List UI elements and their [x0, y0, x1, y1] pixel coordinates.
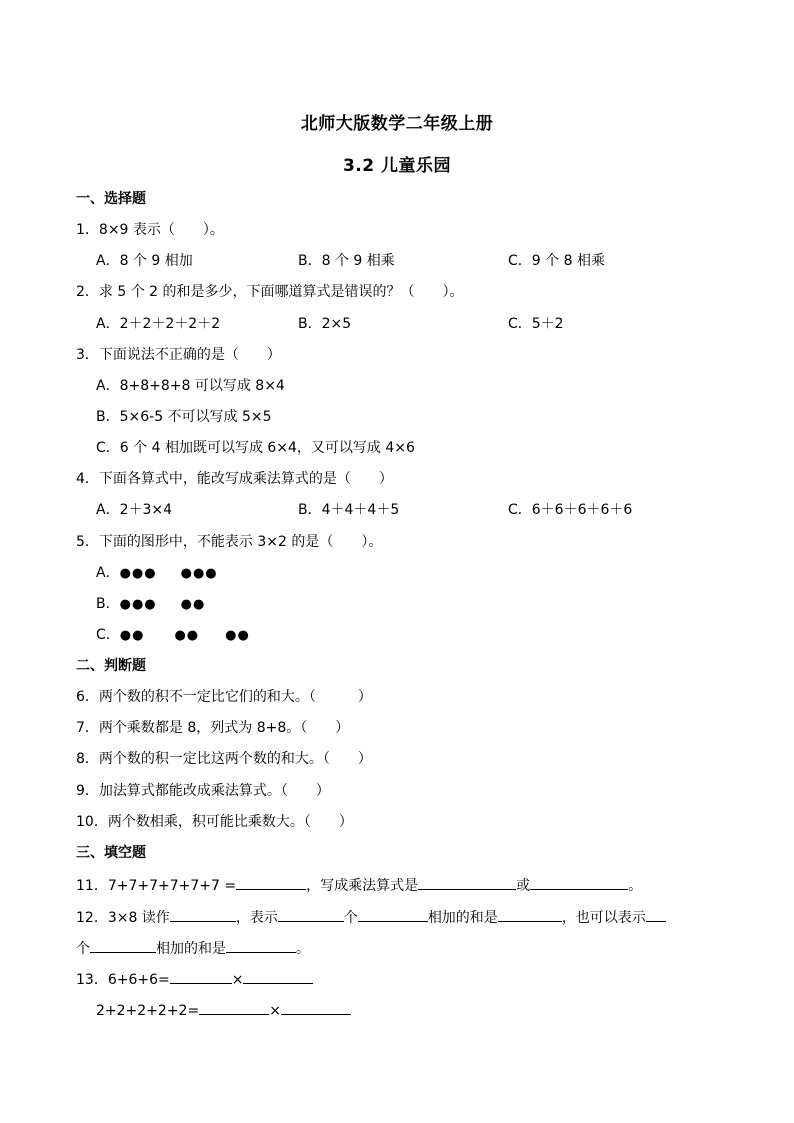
- answer-blank[interactable]: [646, 907, 666, 922]
- question-5-option-b: [96, 595, 205, 614]
- question-8: 8．两个数的积一定比这两个数的和大。（ ）: [76, 751, 372, 767]
- question-13-line-1: [76, 969, 313, 989]
- question-6: 6．两个数的积不一定比它们的和大。（ ）: [76, 689, 372, 705]
- question-12-text-h: 。: [296, 941, 310, 957]
- question-12-text-g: 相加的和是: [156, 941, 226, 957]
- document-title: 北师大版数学二年级上册: [300, 114, 494, 134]
- question-3-option-c: C．6 个 4 相加既可以写成 6×4，又可以写成 4×6: [96, 440, 415, 456]
- answer-blank[interactable]: [170, 907, 236, 922]
- question-7: 7．两个乘数都是 8，列式为 8+8。（ ）: [76, 720, 350, 736]
- question-2-option-c: C．5＋2: [508, 316, 564, 332]
- question-11-text-a: 11．7+7+7+7+7+7 =: [76, 878, 237, 894]
- question-12-line-2: [76, 938, 310, 958]
- question-11-text-c: 或: [516, 878, 531, 894]
- question-3-stem: 3．下面说法不正确的是（ ）: [76, 347, 281, 363]
- question-12-text-d: 相加的和是: [427, 910, 498, 926]
- question-12-line-1: [76, 907, 666, 927]
- document-subtitle: 3.2 儿童乐园: [342, 156, 452, 176]
- question-12-text-f: 个: [76, 941, 90, 957]
- section-heading-choice: 一、选择题: [76, 191, 146, 207]
- question-1-stem: 1．8×9 表示（ ）。: [76, 222, 224, 238]
- question-13-text-b: 2+2+2+2+2=: [96, 1003, 200, 1019]
- question-12-text-c: 个: [343, 910, 358, 926]
- section-heading-fill: 三、填空题: [76, 845, 146, 861]
- question-13-line-2: [96, 1000, 351, 1020]
- answer-blank[interactable]: [358, 907, 428, 922]
- times-sign: ×: [269, 1003, 281, 1019]
- question-4-option-a: A．2＋3×4: [96, 502, 173, 518]
- times-sign: ×: [231, 972, 244, 988]
- question-4-option-b: B．4＋4＋4＋5: [298, 502, 400, 518]
- answer-blank[interactable]: [530, 875, 628, 890]
- answer-blank[interactable]: [281, 1000, 351, 1015]
- dot-group: ●●: [119, 628, 145, 643]
- dot-group: ●●: [174, 628, 200, 643]
- answer-blank[interactable]: [418, 875, 516, 890]
- dot-group: ●●●: [180, 566, 218, 581]
- dot-group: ●●●: [119, 566, 157, 581]
- dot-group: ●●●: [119, 597, 157, 612]
- question-10: 10．两个数相乘，积可能比乘数大。（ ）: [76, 814, 353, 830]
- answer-blank[interactable]: [278, 907, 344, 922]
- answer-blank[interactable]: [199, 1000, 269, 1015]
- question-3-option-b: B．5×6-5 不可以写成 5×5: [96, 409, 272, 425]
- question-1-option-c: C．9 个 8 相乘: [508, 253, 605, 269]
- dot-group: ●●: [180, 597, 206, 612]
- section-heading-judge: 二、判断题: [76, 658, 146, 674]
- question-11-text-b: ，写成乘法算式是: [306, 878, 419, 894]
- dot-group: ●●: [225, 628, 250, 643]
- question-11-text-d: 。: [628, 878, 643, 894]
- question-5-option-c: [96, 626, 250, 645]
- question-11: [76, 875, 642, 895]
- question-3-option-a: A．8+8+8+8 可以写成 8×4: [96, 378, 285, 394]
- answer-blank[interactable]: [236, 875, 306, 890]
- question-2-option-b: B．2×5: [298, 316, 352, 332]
- option-label: C．: [96, 627, 120, 643]
- question-2-stem: 2．求 5 个 2 的和是多少，下面哪道算式是错误的？（ ）。: [76, 284, 464, 300]
- question-1-option-a: A．8 个 9 相加: [96, 253, 193, 269]
- question-5-stem: 5．下面的图形中，不能表示 3×2 的是（ ）。: [76, 534, 383, 550]
- question-13-text-a: 13．6+6+6=: [76, 972, 170, 988]
- question-12-text-e: ，也可以表示: [561, 910, 646, 926]
- question-1-option-b: B．8 个 9 相乘: [298, 253, 395, 269]
- question-4-option-c: C．6＋6＋6＋6＋6: [508, 502, 633, 518]
- question-12-text-b: ，表示: [235, 910, 278, 926]
- question-5-option-a: [96, 564, 218, 583]
- question-12-text-a: 12．3×8 读作: [76, 910, 170, 926]
- question-2-option-a: A．2＋2＋2＋2＋2: [96, 316, 221, 332]
- answer-blank[interactable]: [170, 969, 232, 984]
- option-label: A．: [96, 565, 120, 581]
- answer-blank[interactable]: [226, 938, 296, 953]
- question-4-stem: 4．下面各算式中，能改写成乘法算式的是（ ）: [76, 471, 393, 487]
- answer-blank[interactable]: [498, 907, 562, 922]
- question-9: 9．加法算式都能改成乘法算式。（ ）: [76, 783, 330, 799]
- answer-blank[interactable]: [243, 969, 313, 984]
- option-label: B．: [96, 596, 120, 612]
- answer-blank[interactable]: [90, 938, 156, 953]
